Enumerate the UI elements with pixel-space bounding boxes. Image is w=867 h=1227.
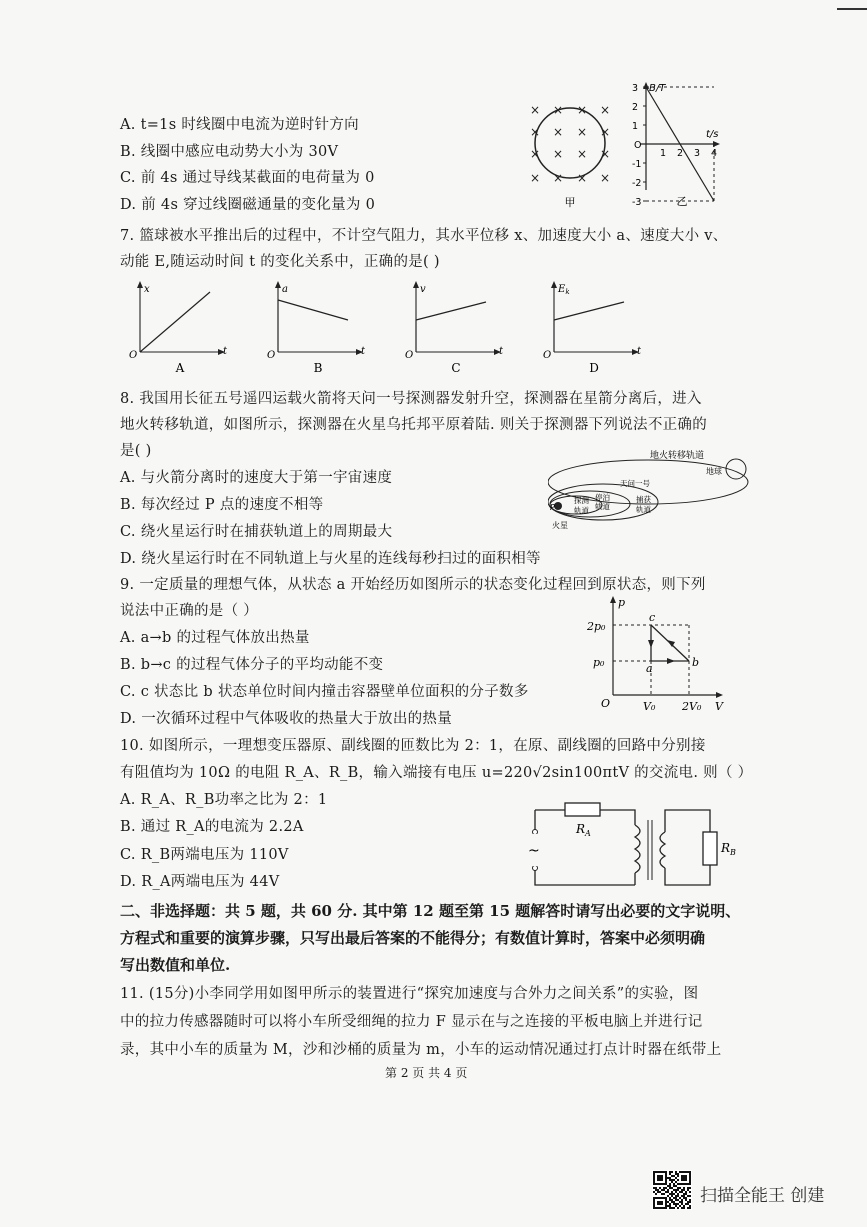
q9-option-a: A. a→b 的过程气体放出热量	[120, 630, 310, 646]
svg-text:p: p	[618, 596, 626, 609]
q7-graph-B	[267, 281, 366, 375]
q10-stem-line2: 有阻值均为 10Ω 的电阻 R_A、R_B，输入端接有电压 u=220√2sin100πtV 的交流电. 则（ ）	[120, 765, 753, 781]
q8-orbit-figure	[548, 442, 763, 537]
q8-stem-line1: 8. 我国用长征五号遥四运载火箭将天问一号探测器发射升空，探测器在星箭分离后，进入	[120, 391, 702, 407]
q9-option-b: B. b→c 的过程气体分子的平均动能不变	[120, 657, 384, 673]
v2-label: 2V₀	[682, 700, 702, 713]
q9-stem-line1: 9. 一定质量的理想气体，从状态 a 开始经历如图所示的状态变化过程回到原状态，则下列	[120, 577, 706, 593]
q7-option-label: B	[313, 361, 323, 375]
field-cross: ×	[599, 171, 611, 185]
svg-text:轨道: 轨道	[595, 502, 610, 511]
q9-option-c: C. c 状态比 b 状态单位时间内撞击容器壁单位面积的分子数多	[120, 684, 529, 700]
q10-transformer-circuit	[520, 790, 750, 895]
svg-text:RA: $R_A$	[576, 822, 591, 838]
q11-line1: 11. (15分)小李同学用如图甲所示的装置进行“探究加速度与合外力之间关系”的实验，图	[120, 986, 699, 1002]
section2-line2: 方程式和重要的演算步骤，只写出最后答案的不能得分；有数值计算时，答案中必须明确	[120, 929, 706, 947]
t-tick-label: 1	[660, 148, 667, 159]
svg-text:O: O	[405, 350, 414, 361]
b-tick-label: 2	[632, 102, 639, 113]
q7-y-label: x	[144, 284, 150, 295]
q7-curve	[278, 300, 348, 320]
field-cross: ×	[552, 103, 564, 117]
q10-stem-line1: 10. 如图所示，一理想变压器原、副线圈的匝数比为 2：1，在原、副线圈的回路中分别接	[120, 738, 706, 754]
q9-stem-line2: 说法中正确的是（ ）	[120, 603, 259, 619]
svg-text:停泊: 停泊	[595, 493, 610, 502]
page-corner-mark	[837, 0, 867, 10]
fig-jia-label: 甲	[564, 196, 576, 209]
p1-label: p₀	[593, 656, 605, 669]
field-cross: ×	[529, 125, 541, 139]
q7-x-label: t	[499, 346, 504, 357]
page-number: 第 2 页 共 4 页	[385, 1066, 468, 1080]
svg-text:O: O	[267, 350, 276, 361]
scanner-brand-text: 扫描全能王 创建	[700, 1186, 825, 1206]
svg-text:O: O	[601, 697, 611, 710]
q9-option-d: D. 一次循环过程中气体吸收的热量大于放出的热量	[120, 711, 453, 727]
q10-option-d: D. R_A两端电压为 44V	[120, 874, 280, 890]
field-cross: ×	[599, 147, 611, 161]
svg-text:O: O	[543, 350, 552, 361]
q6-b-t-graph	[622, 80, 722, 210]
field-cross: ×	[529, 171, 541, 185]
q8-option-c: C. 绕火星运行时在捕获轨道上的周期最大	[120, 524, 393, 540]
svg-text:轨道: 轨道	[636, 505, 651, 514]
q8-stem-line2: 地火转移轨道，如图所示，探测器在火星乌托邦平原着陆. 则关于探测器下列说法不正确的	[120, 417, 708, 433]
field-cross: ×	[552, 125, 564, 139]
mars-label: 火星	[552, 521, 568, 530]
resistor-rb	[703, 832, 717, 865]
svg-text:捕获: 捕获	[636, 495, 651, 504]
q7-x-label: t	[637, 346, 642, 357]
transfer-orbit-label: 地火转移轨道	[650, 451, 705, 461]
q8-option-b: B. 每次经过 P 点的速度不相等	[120, 497, 324, 513]
secondary-coil	[660, 832, 665, 868]
q7-y-label: v	[420, 284, 426, 295]
q7-graph-C	[405, 281, 504, 375]
t-tick-label: 4	[711, 148, 718, 159]
svg-text:O: O	[129, 350, 138, 361]
mars-dot	[554, 502, 562, 510]
svg-text:V: V	[715, 700, 723, 713]
q7-y-label: a	[282, 284, 288, 295]
state-a: a	[646, 662, 653, 675]
probe-label: 天问一号	[620, 479, 650, 488]
q7-curve	[416, 302, 486, 320]
field-cross: ×	[529, 103, 541, 117]
v1-label: V₀	[643, 700, 656, 713]
svg-text:轨道: 轨道	[574, 506, 589, 515]
q10-option-a: A. R_A、R_B功率之比为 2：1	[120, 792, 328, 808]
state-c: c	[649, 611, 656, 624]
q6-option-b: B. 线圈中感应电动势大小为 30V	[120, 144, 339, 160]
section2-line3: 写出数值和单位.	[120, 956, 231, 974]
earth-label: 地球	[706, 467, 722, 476]
b-tick-label: -2	[632, 178, 642, 189]
state-b: b	[692, 656, 700, 669]
q10-option-b: B. 通过 R_A的电流为 2.2A	[120, 819, 304, 835]
b-tick-label: 3	[632, 83, 639, 94]
q7-option-label: A	[175, 361, 185, 375]
b-tick-label: -1	[632, 159, 642, 170]
b-tick-label: 1	[632, 121, 639, 132]
coil-circle	[535, 108, 605, 178]
fig-yi-label: 乙	[676, 195, 688, 208]
field-cross: ×	[576, 147, 588, 161]
q7-graph-A	[129, 281, 228, 375]
b-axis-label: B/T	[649, 83, 666, 94]
qr-code-icon	[652, 1170, 692, 1210]
b-tick-label: -3	[632, 197, 642, 208]
field-cross: ×	[599, 125, 611, 139]
field-cross: ×	[552, 147, 564, 161]
q8-option-d: D. 绕火星运行时在不同轨道上与火星的连线每秒扫过的面积相等	[120, 551, 541, 567]
q7-curve	[140, 292, 210, 352]
b-tick-label: O	[634, 140, 642, 151]
ac-source-symbol: ~	[528, 843, 540, 859]
q6-magnetic-field-figure	[520, 96, 620, 211]
q8-option-a: A. 与火箭分离时的速度大于第一宇宙速度	[120, 470, 393, 486]
q6-option-d: D. 前 4s 穿过线圈磁通量的变化量为 0	[120, 197, 376, 213]
resistor-ra	[565, 803, 600, 816]
q6-option-a: A. t=1s 时线圈中电流为逆时针方向	[120, 117, 359, 133]
p-point-label: P	[550, 503, 555, 512]
q7-graphs	[128, 280, 668, 375]
t-tick-label: 2	[677, 148, 684, 159]
field-cross: ×	[552, 171, 564, 185]
q6-option-c: C. 前 4s 通过导线某截面的电荷量为 0	[120, 170, 375, 186]
q7-option-label: C	[451, 361, 461, 375]
q7-y-label: $E_k$	[558, 284, 570, 296]
q7-curve	[554, 302, 624, 320]
q11-line3: 录，其中小车的质量为 M，沙和沙桶的质量为 m，小车的运动情况通过打点计时器在纸带上	[120, 1042, 722, 1058]
q7-stem-line1: 7. 篮球被水平推出后的过程中，不计空气阻力，其水平位移 x、加速度大小 a、速度大小 v、	[120, 228, 728, 244]
q7-option-label: D	[589, 361, 599, 375]
field-cross: ×	[576, 103, 588, 117]
p2-label: 2p₀	[587, 620, 606, 633]
q9-p-v-graph	[585, 590, 730, 720]
q7-x-label: t	[361, 346, 366, 357]
q11-line2: 中的拉力传感器随时可以将小车所受细绳的拉力 F 显示在与之连接的平板电脑上并进行记	[120, 1014, 703, 1030]
section2-line1: 二、非选择题：共 5 题，共 60 分. 其中第 12 题至第 15 题解答时请写出必要的文字说明、	[120, 902, 741, 920]
field-cross: ×	[599, 103, 611, 117]
field-cross: ×	[576, 171, 588, 185]
q7-x-label: t	[223, 346, 228, 357]
svg-text:RB: $R_B$	[721, 841, 736, 857]
field-cross: ×	[529, 147, 541, 161]
svg-text:探测: 探测	[574, 496, 589, 505]
field-cross: ×	[576, 125, 588, 139]
t-axis-label: t/s	[706, 129, 719, 140]
q7-graph-D	[543, 281, 642, 375]
q10-option-c: C. R_B两端电压为 110V	[120, 847, 289, 863]
primary-coil	[635, 825, 640, 873]
q8-stem-line3: 是( )	[120, 443, 152, 459]
q7-stem-line2: 动能 E,随运动时间 t 的变化关系中，正确的是( )	[120, 254, 440, 270]
t-tick-label: 3	[694, 148, 701, 159]
